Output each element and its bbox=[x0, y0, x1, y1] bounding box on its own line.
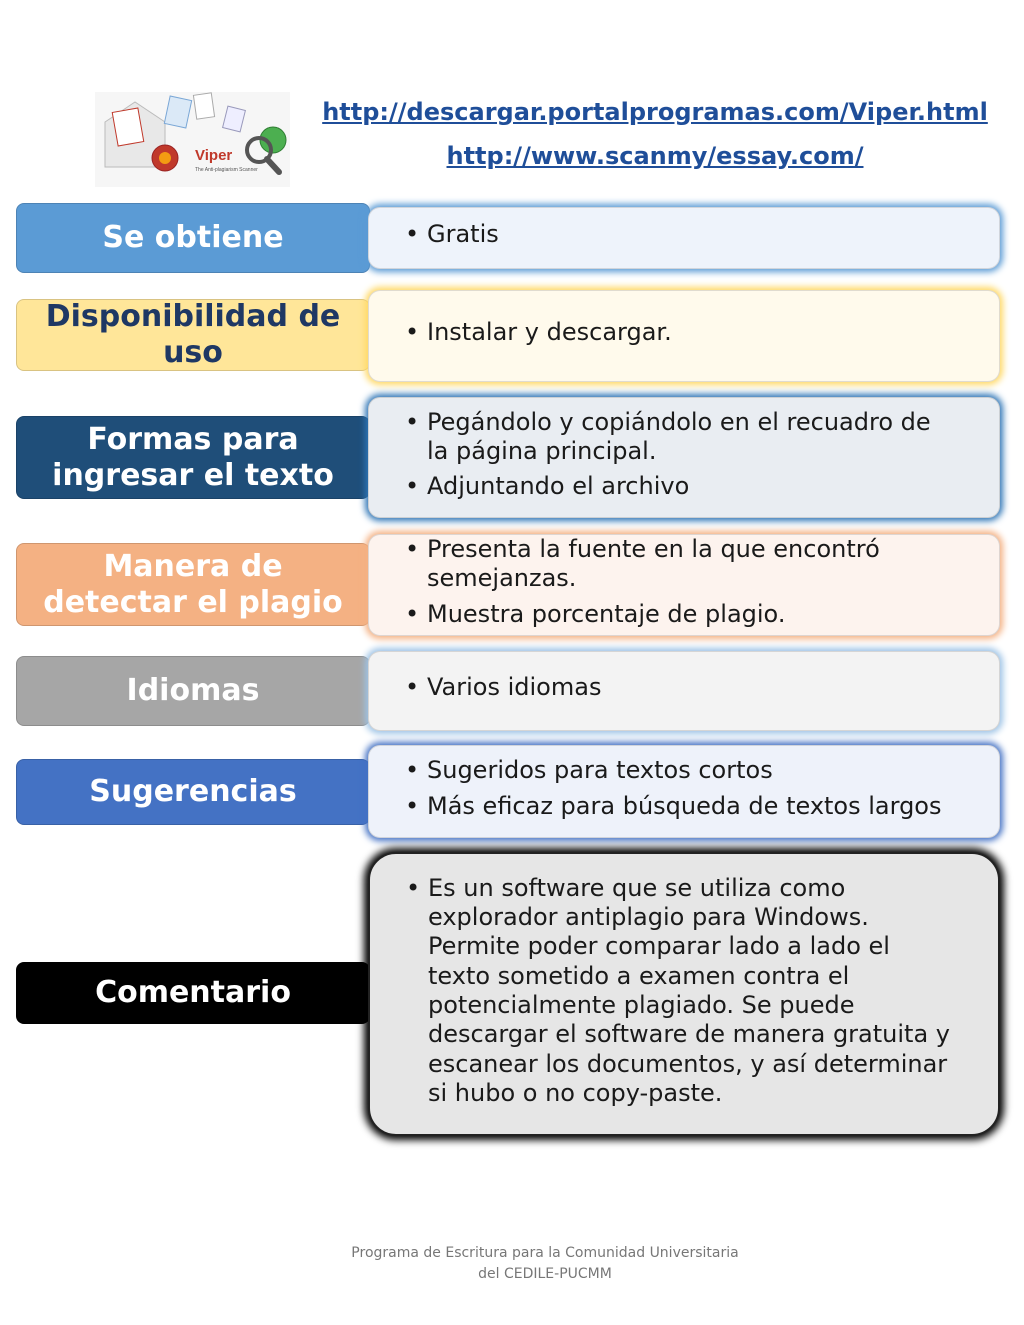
bullet-item: • Sugeridos para textos cortos bbox=[405, 756, 959, 785]
link-viper-download[interactable]: http://descargar.portalprogramas.com/Viper.html bbox=[322, 98, 988, 126]
row-label: Comentario bbox=[16, 962, 370, 1024]
bullet-list bbox=[405, 756, 959, 827]
row-label: Idiomas bbox=[16, 656, 370, 726]
bullet-item: • Adjuntando el archivo bbox=[405, 472, 959, 501]
link-scanmyessay[interactable]: http://www.scanmy/essay.com/ bbox=[446, 142, 864, 170]
bullet-item: • Varios idiomas bbox=[405, 673, 959, 702]
row-content bbox=[368, 745, 1000, 838]
links-block bbox=[320, 98, 990, 186]
row-content bbox=[368, 651, 1000, 731]
bullet-list bbox=[405, 535, 959, 635]
row-content bbox=[368, 852, 1000, 1136]
logo-brand: Viper bbox=[195, 147, 233, 164]
bullet-item: • Presenta la fuente en la que encontró semejanzas. bbox=[405, 535, 959, 594]
bullet-item: • Más eficaz para búsqueda de textos largos bbox=[405, 792, 959, 821]
bullet-item: • Pegándolo y copiándolo en el recuadro de la página principal. bbox=[405, 408, 959, 467]
bullet-list bbox=[405, 673, 959, 708]
row-label: Disponibilidad de uso bbox=[16, 299, 370, 371]
row-content bbox=[368, 290, 1000, 382]
viper-logo bbox=[95, 92, 290, 187]
footer-line-1: Programa de Escritura para la Comunidad Universitaria bbox=[351, 1245, 739, 1261]
bullet-item: • Gratis bbox=[405, 220, 959, 249]
row-label: Manera de detectar el plagio bbox=[16, 543, 370, 626]
row-content bbox=[368, 534, 1000, 636]
bullet-list bbox=[405, 318, 959, 353]
row-label: Se obtiene bbox=[16, 203, 370, 273]
bullet-item: • Muestra porcentaje de plagio. bbox=[405, 600, 959, 629]
bullet-list bbox=[405, 408, 959, 508]
bullet-item: • Es un software que se utiliza como explorador antiplagio para Windows. Permite poder comparar lado a lado el texto sometido a examen contra el potencialmente plagiado. Se puede descargar el software de manera gratuita y escanear los documentos, y así determinar si hubo o no copy-paste. bbox=[406, 874, 958, 1108]
footer bbox=[340, 1243, 750, 1285]
row-content bbox=[368, 207, 1000, 269]
row-content bbox=[368, 397, 1000, 518]
bullet-list bbox=[405, 220, 959, 255]
logo-tagline: The Anti-plagiarism Scanner bbox=[195, 167, 258, 173]
row-label: Formas para ingresar el texto bbox=[16, 416, 370, 499]
footer-line-2: del CEDILE-PUCMM bbox=[478, 1266, 612, 1282]
bullet-item: • Instalar y descargar. bbox=[405, 318, 959, 347]
viper-logo-graphic bbox=[95, 92, 290, 187]
bullet-list bbox=[406, 874, 958, 1114]
row-label: Sugerencias bbox=[16, 759, 370, 825]
